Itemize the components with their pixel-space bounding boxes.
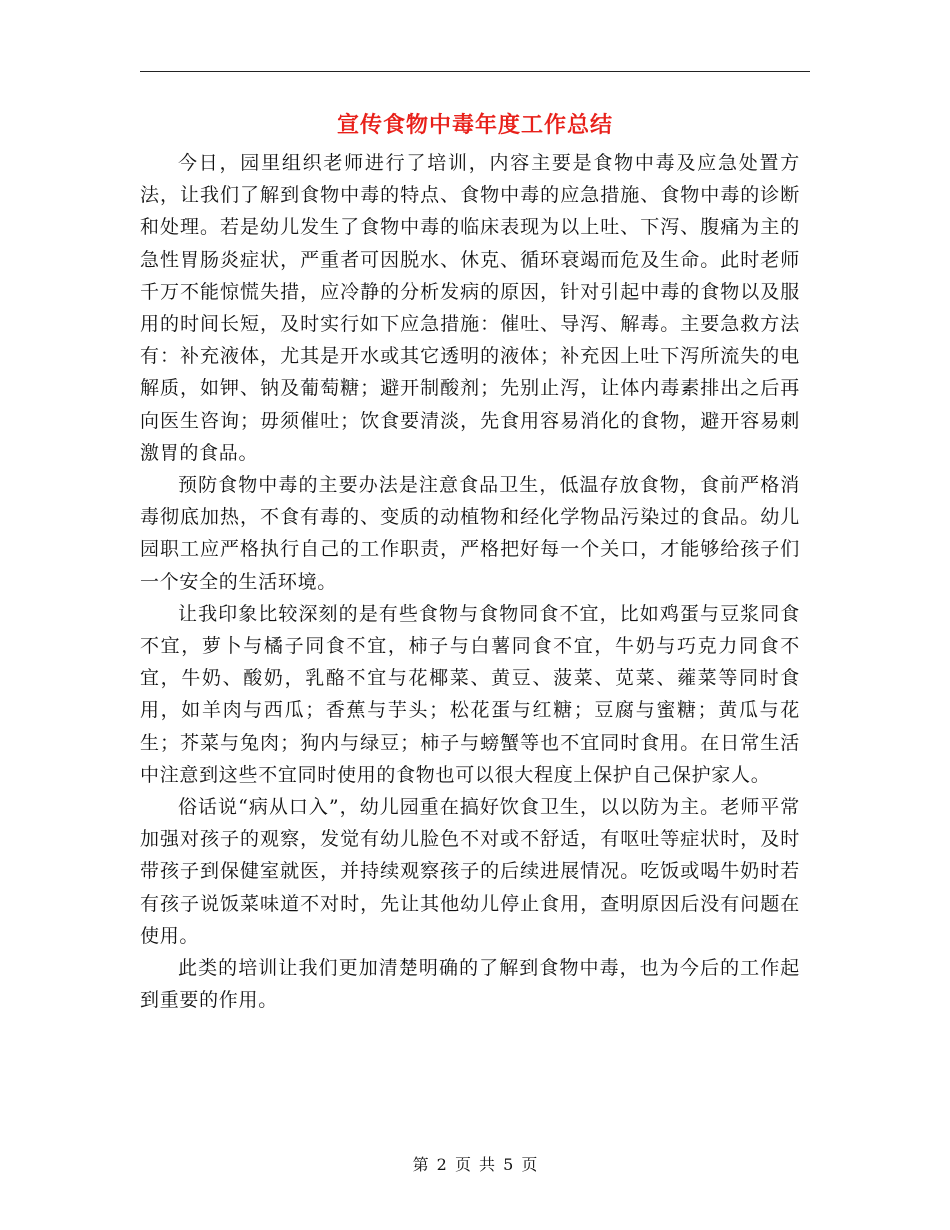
document-body xyxy=(140,147,800,1016)
paragraph-5: 此类的培训让我们更加清楚明确的了解到食物中毒，也为今后的工作起到重要的作用。 xyxy=(140,957,800,1012)
paragraph-4: 俗话说“病从口入”，幼儿园重在搞好饮食卫生，以以防为主。老师平常加强对孩子的观察，发觉有幼儿脸色不对或不舒适，有呕吐等症状时，及时带孩子到保健室就医，并持续观察孩子的后续进展情况。吃饭或喝牛奶时若有孩子说饭菜味道不对时，先让其他幼儿停止食用，查明原因后没有问题在使用。 xyxy=(140,796,800,947)
page-number-footer: 第 2 页 共 5 页 xyxy=(412,1155,538,1174)
document-title: 宣传食物中毒年度工作总结 xyxy=(336,112,613,138)
header-rule xyxy=(140,71,810,72)
paragraph-3: 让我印象比较深刻的是有些食物与食物同食不宜，比如鸡蛋与豆浆同食不宜，萝卜与橘子同食不宜，柿子与白薯同食不宜，牛奶与巧克力同食不宜，牛奶、酸奶，乳酪不宜与花椰菜、黄豆、菠菜、苋菜、蕹菜等同时食用，如羊肉与西瓜；香蕉与芋头；松花蛋与红糖；豆腐与蜜糖；黄瓜与花生；芥菜与兔肉；狗内与绿豆；柿子与螃蟹等也不宜同时食用。在日常生活中注意到这些不宜同时使用的食物也可以很大程度上保护自己保护家人。 xyxy=(140,602,800,786)
paragraph-2: 预防食物中毒的主要办法是注意食品卫生，低温存放食物，食前严格消毒彻底加热，不食有毒的、变质的动植物和经化学物品污染过的食品。幼儿园职工应严格执行自己的工作职责，严格把好每一个关口，才能够给孩子们一个安全的生活环境。 xyxy=(140,474,800,593)
paragraph-1: 今日，园里组织老师进行了培训，内容主要是食物中毒及应急处置方法，让我们了解到食物中毒的特点、食物中毒的应急措施、食物中毒的诊断和处理。若是幼儿发生了食物中毒的临床表现为以上吐、下泻、腹痛为主的急性胃肠炎症状，严重者可因脱水、休克、循环衰竭而危及生命。此时老师千万不能惊慌失措，应冷静的分析发病的原因，针对引起中毒的食物以及服用的时间长短，及时实行如下应急措施：催吐、导泻、解毒。主要急救方法有：补充液体，尤其是开水或其它透明的液体；补充因上吐下泻所流失的电解质，如钾、钠及葡萄糖；避开制酸剂；先别止泻，让体内毒素排出之后再向医生咨询；毋须催吐；饮食要清淡，先食用容易消化的食物，避开容易刺激胃的食品。 xyxy=(140,152,800,464)
